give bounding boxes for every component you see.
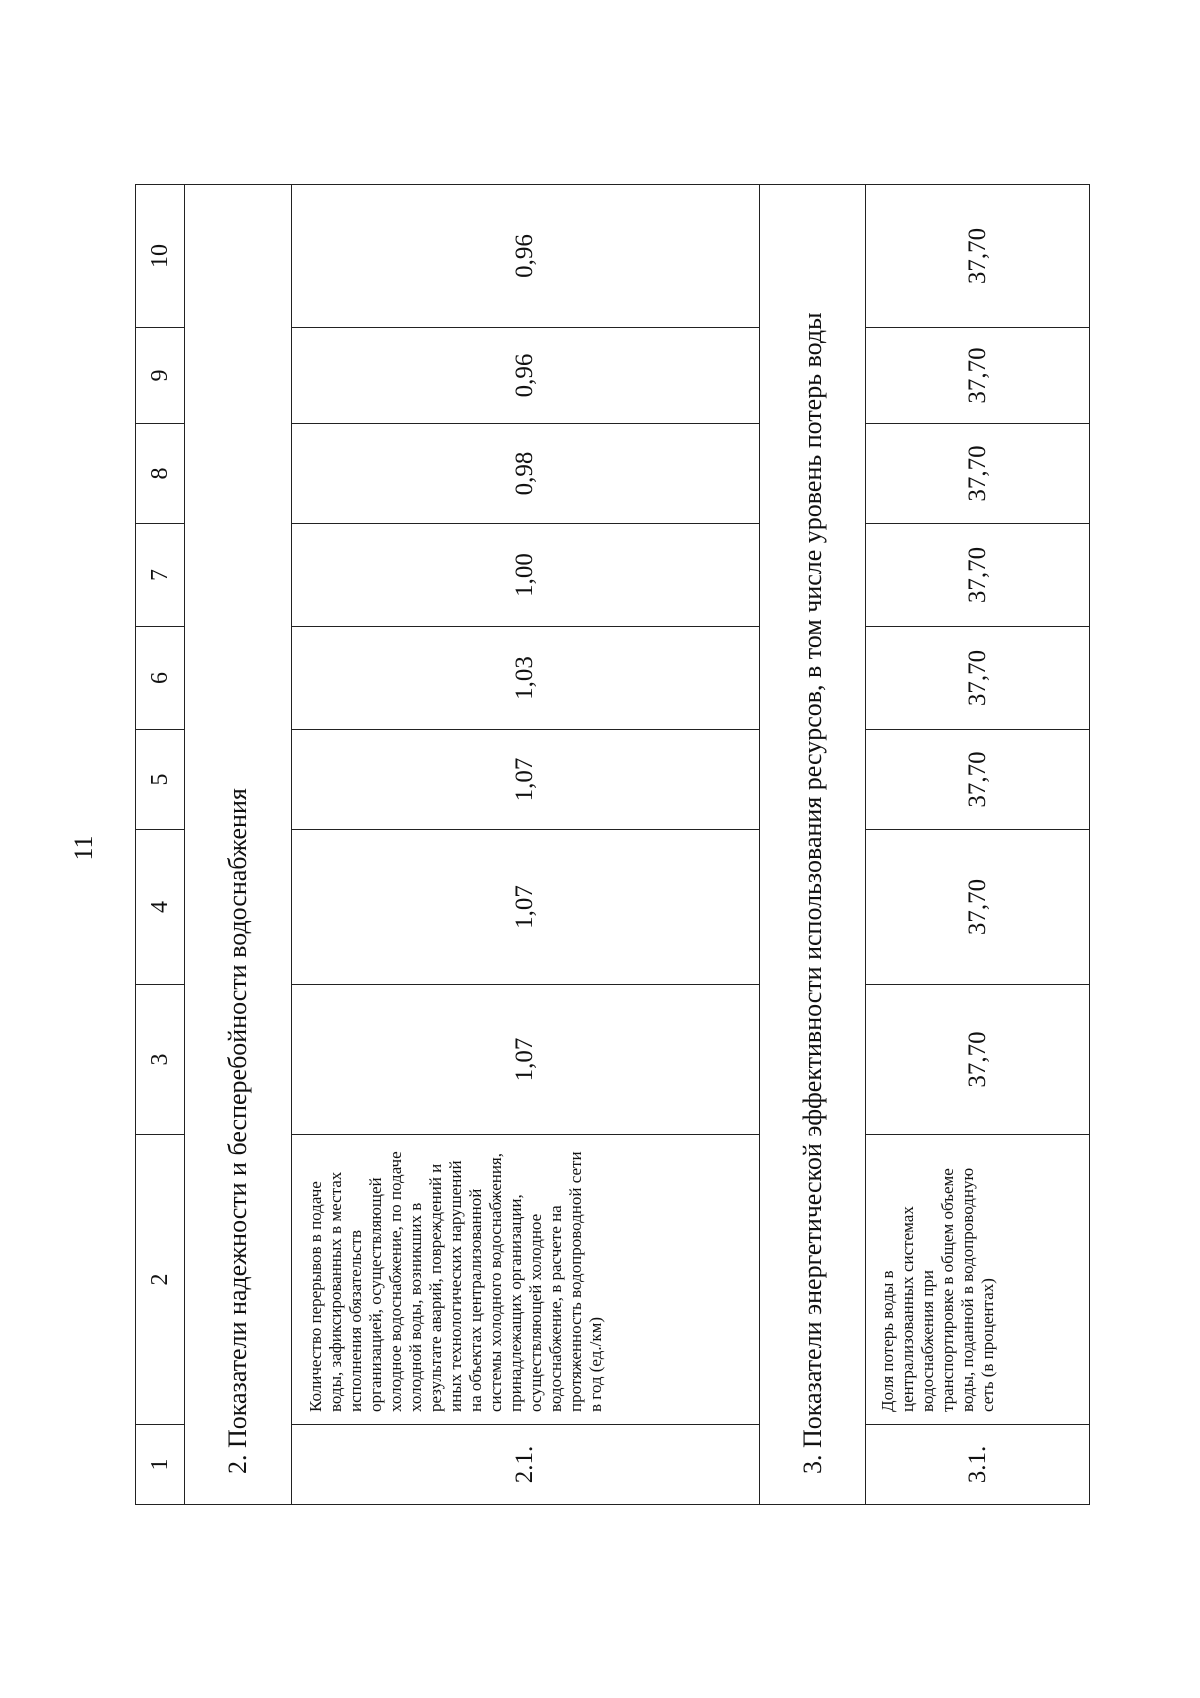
section-title-energy-efficiency: 3. Показатели энергетической эффективности использования ресурсов, в том числе уровень потерь воды [759,185,866,1505]
row-number: 3.1. [866,1425,1090,1505]
value-cell: 0,96 [292,328,759,424]
table-row [866,185,1090,1505]
row-description: Количество перерывов в подаче воды, зафиксированных в местах исполнения обязательств организацией, осуществляющей холодное водоснабжение, по подаче холодной воды, возникших в результате аварий, повреждений и иных технологических нарушений на объектах централизованной системы холодного водоснабжения, принадлежащих организации, осуществляющей холодное водоснабжение, в расчете на протяженность водопроводной сети в год (ед./км) [292,1135,759,1425]
value-cell: 0,98 [292,424,759,524]
page-number: 11 [69,835,98,861]
section-title-reliability: 2. Показатели надежности и бесперебойности водоснабжения [185,185,292,1505]
indicators-table-rotated [135,185,1090,1505]
column-header: 3 [136,985,185,1135]
value-cell: 1,07 [292,830,759,985]
table-row [292,185,759,1505]
value-cell: 37,70 [866,424,1090,524]
value-cell: 37,70 [866,328,1090,424]
indicators-table [135,184,1090,1505]
value-cell: 37,70 [866,524,1090,627]
value-cell: 37,70 [866,627,1090,730]
value-cell: 37,70 [866,730,1090,830]
column-header: 6 [136,627,185,730]
column-header: 10 [136,185,185,328]
section-heading-row [185,185,292,1505]
value-cell: 1,00 [292,524,759,627]
column-header: 1 [136,1425,185,1505]
column-header: 9 [136,328,185,424]
column-header: 4 [136,830,185,985]
value-cell: 1,07 [292,730,759,830]
section-heading-row [759,185,866,1505]
column-header: 2 [136,1135,185,1425]
value-cell: 1,03 [292,627,759,730]
value-cell: 0,96 [292,185,759,328]
column-header: 8 [136,424,185,524]
value-cell: 37,70 [866,830,1090,985]
row-description: Доля потерь воды в централизованных системах водоснабжения при транспортировке в общем объеме воды, поданной в водопроводную сеть (в процентах) [866,1135,1090,1425]
column-header: 7 [136,524,185,627]
row-number: 2.1. [292,1425,759,1505]
value-cell: 37,70 [866,985,1090,1135]
column-header: 5 [136,730,185,830]
value-cell: 1,07 [292,985,759,1135]
value-cell: 37,70 [866,185,1090,328]
column-header-row [136,185,185,1505]
